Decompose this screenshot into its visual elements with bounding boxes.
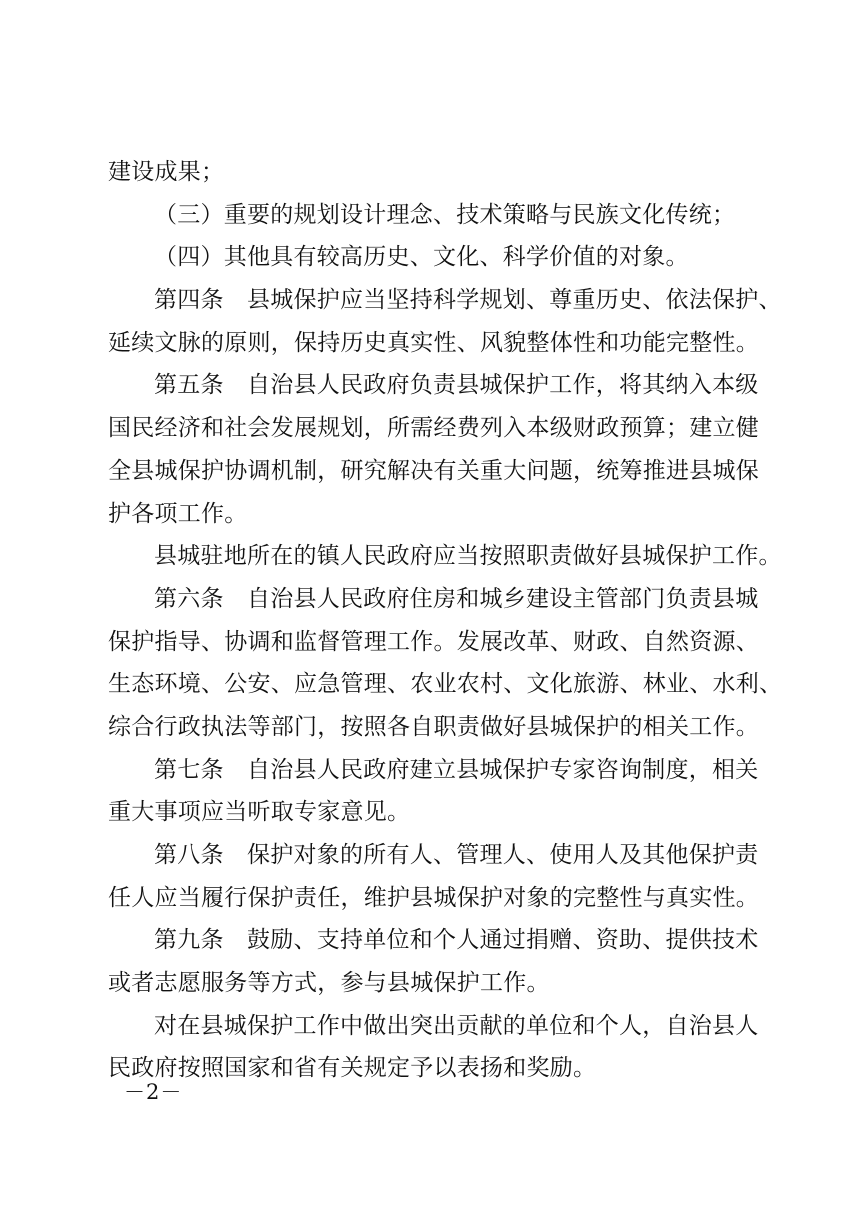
text-line: 县城驻地所在的镇人民政府应当按照职责做好县城保护工作。 xyxy=(154,543,782,570)
document-body xyxy=(108,151,783,1090)
text-line: 延续文脉的原则，保持历史真实性、风貌整体性和功能完整性。 xyxy=(108,329,759,356)
text-line: 护各项工作。 xyxy=(108,500,248,527)
text-line: 建设成果； xyxy=(108,159,225,185)
text-line: 生态环境、公安、应急管理、农业农村、文化旅游、林业、水利、 xyxy=(108,671,783,698)
article-7-heading-line: 第七条 自治县人民政府建立县城保护专家咨询制度，相关 xyxy=(154,756,759,783)
text-line: 或者志愿服务等方式，参与县城保护工作。 xyxy=(108,970,550,997)
text-line: 任人应当履行保护责任，维护县城保护对象的完整性与真实性。 xyxy=(108,884,759,911)
text-line: 重大事项应当听取专家意见。 xyxy=(108,799,411,826)
text-line: 国民经济和社会发展规划，所需经费列入本级财政预算；建立健 xyxy=(108,415,759,442)
text-line: 民政府按照国家和省有关规定予以表扬和奖励。 xyxy=(108,1055,597,1082)
text-line: 对在县城保护工作中做出突出贡献的单位和个人，自治县人 xyxy=(154,1012,759,1039)
article-4-heading-line: 第四条 县城保护应当坚持科学规划、尊重历史、依法保护、 xyxy=(154,287,782,314)
text-line: （三）重要的规划设计理念、技术策略与民族文化传统； xyxy=(154,201,736,228)
article-9-heading-line: 第九条 鼓励、支持单位和个人通过捐赠、资助、提供技术 xyxy=(154,927,759,954)
article-8-heading-line: 第八条 保护对象的所有人、管理人、使用人及其他保护责 xyxy=(154,842,759,868)
text-line: 全县城保护协调机制，研究解决有关重大问题，统筹推进县城保 xyxy=(108,457,759,484)
article-5-heading-line: 第五条 自治县人民政府负责县城保护工作，将其纳入本级 xyxy=(154,372,759,399)
text-line: 综合行政执法等部门，按照各自职责做好县城保护的相关工作。 xyxy=(108,713,759,740)
article-6-heading-line: 第六条 自治县人民政府住房和城乡建设主管部门负责县城 xyxy=(154,585,759,612)
page-number: －2－ xyxy=(124,1080,183,1104)
text-line: 保护指导、协调和监督管理工作。发展改革、财政、自然资源、 xyxy=(108,628,759,655)
text-line: （四）其他具有较高历史、文化、科学价值的对象。 xyxy=(154,244,689,271)
